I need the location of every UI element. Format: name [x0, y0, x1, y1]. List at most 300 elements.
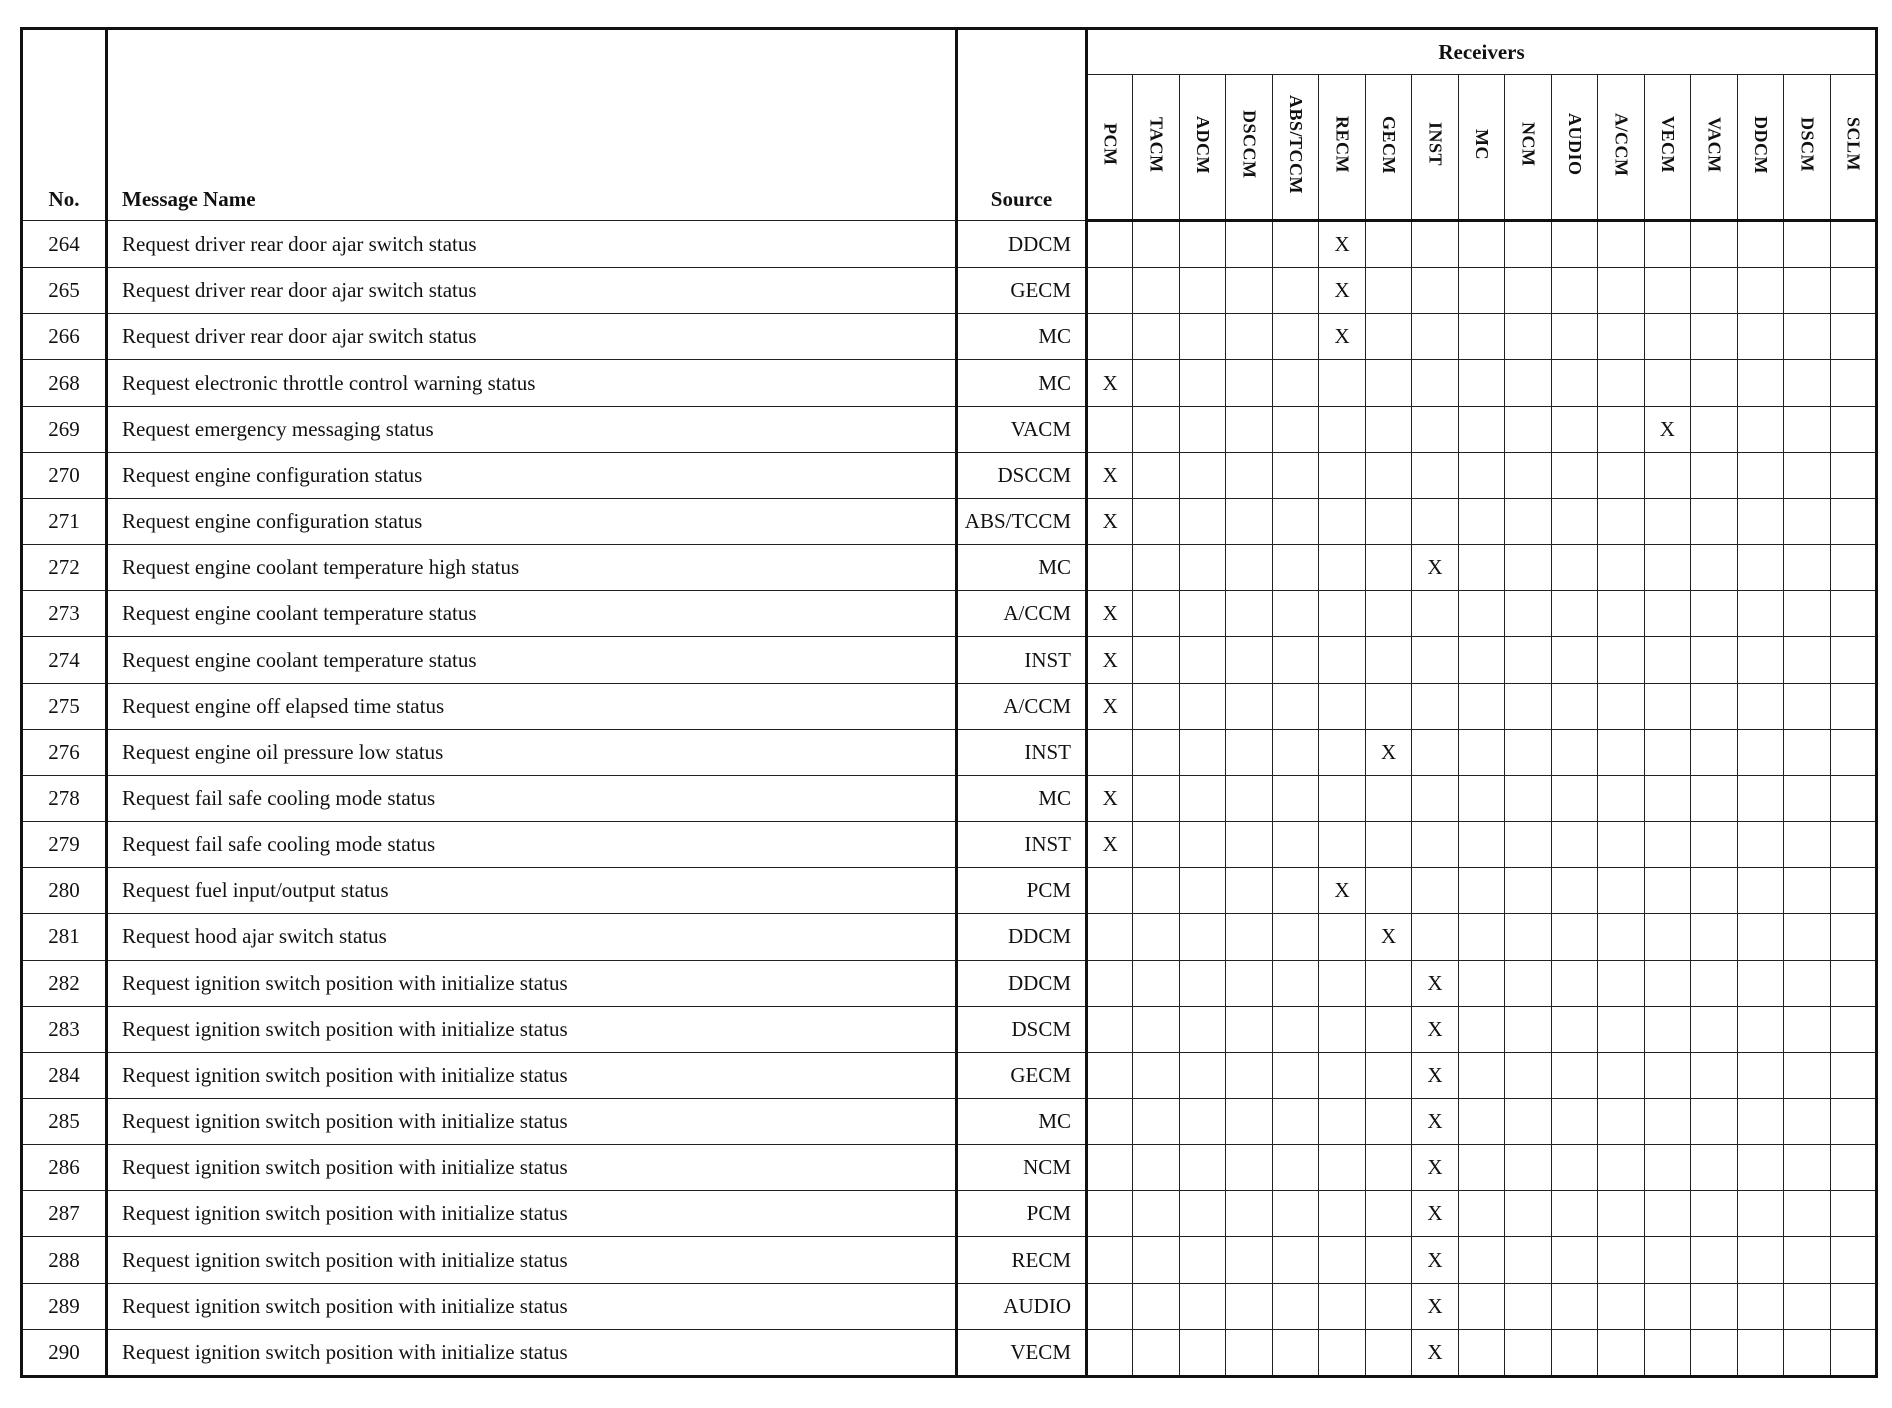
receiver-cell	[1830, 822, 1877, 868]
receiver-cell	[1691, 1098, 1737, 1144]
receiver-cell	[1505, 914, 1551, 960]
receiver-cell	[1412, 729, 1458, 775]
receiver-cell	[1458, 729, 1504, 775]
receiver-cell	[1365, 1283, 1411, 1329]
receiver-mark: X	[1087, 775, 1133, 821]
receiver-cell	[1087, 1098, 1133, 1144]
receiver-cell	[1179, 360, 1225, 406]
receiver-cell	[1365, 268, 1411, 314]
receiver-header	[1179, 75, 1225, 221]
receiver-cell	[1365, 221, 1411, 268]
row-number: 273	[22, 591, 107, 637]
receiver-header	[1087, 75, 1133, 221]
receiver-cell	[1784, 1237, 1830, 1283]
receiver-cell	[1087, 221, 1133, 268]
table-row	[22, 960, 1877, 1006]
receiver-cell	[1179, 1329, 1225, 1376]
receiver-cell	[1598, 452, 1644, 498]
receiver-cell	[1226, 822, 1272, 868]
receiver-cell	[1737, 822, 1783, 868]
receiver-cell	[1458, 221, 1504, 268]
receiver-cell	[1458, 406, 1504, 452]
receiver-cell	[1737, 360, 1783, 406]
receiver-cell	[1412, 221, 1458, 268]
receiver-cell	[1644, 591, 1690, 637]
receiver-cell	[1737, 775, 1783, 821]
row-number: 272	[22, 545, 107, 591]
table-row	[22, 1329, 1877, 1376]
receiver-mark: X	[1412, 1145, 1458, 1191]
col-header-message-name: Message Name	[107, 29, 957, 221]
receiver-cell	[1365, 637, 1411, 683]
receiver-cell	[1319, 452, 1365, 498]
receiver-cell	[1458, 1006, 1504, 1052]
receiver-cell	[1737, 960, 1783, 1006]
receiver-label: SCLM	[1843, 117, 1864, 172]
receiver-cell	[1365, 314, 1411, 360]
table-row	[22, 498, 1877, 544]
table-row	[22, 637, 1877, 683]
receiver-cell	[1412, 591, 1458, 637]
receiver-cell	[1133, 1237, 1179, 1283]
receiver-cell	[1458, 960, 1504, 1006]
receiver-cell	[1179, 1098, 1225, 1144]
receiver-cell	[1505, 775, 1551, 821]
receiver-cell	[1598, 683, 1644, 729]
receiver-cell	[1458, 452, 1504, 498]
receiver-cell	[1644, 637, 1690, 683]
receiver-cell	[1644, 1052, 1690, 1098]
receiver-cell	[1365, 1145, 1411, 1191]
receiver-cell	[1319, 683, 1365, 729]
receiver-cell	[1272, 868, 1318, 914]
receiver-cell	[1179, 1145, 1225, 1191]
receiver-cell	[1598, 1052, 1644, 1098]
receiver-cell	[1458, 1098, 1504, 1144]
receiver-cell	[1830, 360, 1877, 406]
receiver-cell	[1830, 1098, 1877, 1144]
receiver-cell	[1319, 1052, 1365, 1098]
receiver-cell	[1737, 406, 1783, 452]
receiver-cell	[1179, 729, 1225, 775]
row-number: 288	[22, 1237, 107, 1283]
receiver-cell	[1505, 822, 1551, 868]
receiver-cell	[1179, 1006, 1225, 1052]
receiver-label: DSCM	[1797, 117, 1818, 172]
receiver-cell	[1505, 360, 1551, 406]
receiver-cell	[1830, 729, 1877, 775]
receiver-cell	[1644, 683, 1690, 729]
receiver-cell	[1458, 314, 1504, 360]
receiver-cell	[1830, 775, 1877, 821]
receiver-mark: X	[1412, 1283, 1458, 1329]
receiver-cell	[1830, 1329, 1877, 1376]
row-number: 265	[22, 268, 107, 314]
receiver-cell	[1644, 1283, 1690, 1329]
receiver-cell	[1644, 914, 1690, 960]
receiver-cell	[1087, 914, 1133, 960]
receiver-cell	[1226, 360, 1272, 406]
table-row	[22, 360, 1877, 406]
receiver-cell	[1087, 1006, 1133, 1052]
receiver-cell	[1784, 1098, 1830, 1144]
table-row	[22, 1145, 1877, 1191]
receiver-cell	[1830, 452, 1877, 498]
receiver-cell	[1272, 1145, 1318, 1191]
receiver-cell	[1598, 637, 1644, 683]
receiver-cell	[1644, 868, 1690, 914]
receiver-cell	[1737, 1052, 1783, 1098]
row-number: 286	[22, 1145, 107, 1191]
receiver-cell	[1551, 1283, 1597, 1329]
receiver-cell	[1644, 1145, 1690, 1191]
message-name: Request fuel input/output status	[107, 868, 957, 914]
message-source: RECM	[957, 1237, 1087, 1283]
receiver-cell	[1737, 314, 1783, 360]
receiver-cell	[1365, 591, 1411, 637]
receiver-cell	[1551, 1145, 1597, 1191]
receiver-label: INST	[1425, 122, 1446, 167]
receiver-header	[1784, 75, 1830, 221]
receiver-cell	[1319, 406, 1365, 452]
receiver-cell	[1133, 1098, 1179, 1144]
receiver-cell	[1784, 1191, 1830, 1237]
receiver-header	[1226, 75, 1272, 221]
receiver-cell	[1087, 314, 1133, 360]
receiver-cell	[1272, 360, 1318, 406]
receiver-cell	[1737, 452, 1783, 498]
message-source: ABS/TCCM	[957, 498, 1087, 544]
table-row	[22, 1237, 1877, 1283]
receiver-cell	[1133, 960, 1179, 1006]
receiver-cell	[1784, 221, 1830, 268]
receiver-cell	[1412, 868, 1458, 914]
receiver-cell	[1458, 545, 1504, 591]
receiver-cell	[1319, 729, 1365, 775]
receiver-label: ADCM	[1193, 115, 1214, 174]
receiver-cell	[1784, 545, 1830, 591]
receiver-cell	[1505, 1329, 1551, 1376]
receiver-cell	[1784, 729, 1830, 775]
receiver-cell	[1830, 1145, 1877, 1191]
table-row	[22, 1098, 1877, 1144]
receiver-cell	[1551, 1052, 1597, 1098]
receiver-cell	[1551, 1098, 1597, 1144]
receiver-cell	[1319, 637, 1365, 683]
message-name: Request emergency messaging status	[107, 406, 957, 452]
row-number: 282	[22, 960, 107, 1006]
receiver-cell	[1087, 1329, 1133, 1376]
col-header-no: No.	[22, 29, 107, 221]
receiver-cell	[1365, 406, 1411, 452]
receiver-cell	[1087, 1145, 1133, 1191]
receiver-cell	[1598, 914, 1644, 960]
receiver-cell	[1272, 545, 1318, 591]
table-row	[22, 1052, 1877, 1098]
receiver-mark: X	[1412, 1052, 1458, 1098]
table-row	[22, 545, 1877, 591]
receiver-cell	[1598, 960, 1644, 1006]
receiver-cell	[1784, 314, 1830, 360]
receiver-cell	[1272, 498, 1318, 544]
receiver-cell	[1412, 314, 1458, 360]
receiver-cell	[1179, 268, 1225, 314]
receiver-cell	[1830, 1006, 1877, 1052]
row-number: 264	[22, 221, 107, 268]
receiver-cell	[1319, 1283, 1365, 1329]
receiver-cell	[1365, 960, 1411, 1006]
table-row	[22, 729, 1877, 775]
receiver-label: VACM	[1704, 116, 1725, 173]
table-body	[22, 221, 1877, 1377]
receiver-cell	[1551, 960, 1597, 1006]
row-number: 266	[22, 314, 107, 360]
receiver-cell	[1737, 498, 1783, 544]
receiver-cell	[1087, 868, 1133, 914]
receiver-cell	[1551, 1329, 1597, 1376]
message-name: Request engine oil pressure low status	[107, 729, 957, 775]
receiver-cell	[1226, 775, 1272, 821]
receiver-cell	[1505, 960, 1551, 1006]
table-row	[22, 406, 1877, 452]
receiver-cell	[1458, 637, 1504, 683]
receiver-mark: X	[1365, 914, 1411, 960]
receiver-cell	[1598, 822, 1644, 868]
message-name: Request ignition switch position with initialize status	[107, 1283, 957, 1329]
table-row	[22, 452, 1877, 498]
receiver-cell	[1272, 637, 1318, 683]
row-number: 289	[22, 1283, 107, 1329]
message-source: DDCM	[957, 914, 1087, 960]
receiver-cell	[1272, 1329, 1318, 1376]
receiver-cell	[1272, 1191, 1318, 1237]
message-source: MC	[957, 314, 1087, 360]
receiver-cell	[1226, 729, 1272, 775]
receiver-mark: X	[1412, 545, 1458, 591]
receiver-cell	[1319, 591, 1365, 637]
receiver-cell	[1691, 960, 1737, 1006]
receiver-cell	[1691, 591, 1737, 637]
receiver-cell	[1087, 268, 1133, 314]
message-name: Request electronic throttle control warning status	[107, 360, 957, 406]
receiver-cell	[1319, 822, 1365, 868]
receiver-cell	[1087, 1237, 1133, 1283]
receiver-cell	[1133, 268, 1179, 314]
receiver-cell	[1551, 406, 1597, 452]
receiver-cell	[1179, 960, 1225, 1006]
receiver-cell	[1226, 406, 1272, 452]
message-name: Request driver rear door ajar switch status	[107, 314, 957, 360]
receiver-cell	[1179, 1052, 1225, 1098]
col-header-receivers: Receivers	[1087, 29, 1877, 75]
receiver-cell	[1644, 268, 1690, 314]
receiver-cell	[1784, 268, 1830, 314]
receiver-header	[1551, 75, 1597, 221]
receiver-header	[1319, 75, 1365, 221]
receiver-cell	[1133, 360, 1179, 406]
receiver-cell	[1598, 1283, 1644, 1329]
receiver-cell	[1784, 1006, 1830, 1052]
receiver-cell	[1830, 1237, 1877, 1283]
row-number: 285	[22, 1098, 107, 1144]
receiver-cell	[1691, 360, 1737, 406]
receiver-label: DSCCM	[1239, 110, 1260, 179]
receiver-cell	[1505, 1283, 1551, 1329]
receiver-cell	[1505, 498, 1551, 544]
receiver-cell	[1691, 1283, 1737, 1329]
receiver-cell	[1737, 1145, 1783, 1191]
receiver-cell	[1365, 452, 1411, 498]
receiver-cell	[1691, 868, 1737, 914]
receiver-cell	[1133, 1283, 1179, 1329]
col-header-source: Source	[957, 29, 1087, 221]
table-row	[22, 591, 1877, 637]
receiver-cell	[1272, 591, 1318, 637]
receiver-cell	[1644, 545, 1690, 591]
receiver-cell	[1087, 1283, 1133, 1329]
receiver-cell	[1505, 268, 1551, 314]
receiver-cell	[1226, 1006, 1272, 1052]
receiver-cell	[1087, 406, 1133, 452]
message-name: Request fail safe cooling mode status	[107, 775, 957, 821]
receiver-cell	[1133, 775, 1179, 821]
receiver-cell	[1830, 1283, 1877, 1329]
receiver-cell	[1365, 1098, 1411, 1144]
receiver-cell	[1179, 314, 1225, 360]
receiver-cell	[1551, 591, 1597, 637]
receiver-cell	[1737, 1191, 1783, 1237]
receiver-mark: X	[1087, 498, 1133, 544]
receiver-cell	[1551, 637, 1597, 683]
row-number: 280	[22, 868, 107, 914]
receiver-cell	[1458, 498, 1504, 544]
row-number: 269	[22, 406, 107, 452]
receiver-mark: X	[1412, 1237, 1458, 1283]
receiver-header	[1737, 75, 1783, 221]
receiver-cell	[1691, 822, 1737, 868]
receiver-cell	[1272, 1006, 1318, 1052]
receiver-header	[1365, 75, 1411, 221]
message-source: GECM	[957, 1052, 1087, 1098]
receiver-cell	[1458, 1329, 1504, 1376]
receiver-cell	[1737, 637, 1783, 683]
table-row	[22, 822, 1877, 868]
receiver-cell	[1133, 822, 1179, 868]
receiver-cell	[1226, 683, 1272, 729]
receiver-mark: X	[1087, 683, 1133, 729]
receiver-mark: X	[1319, 268, 1365, 314]
receiver-cell	[1598, 545, 1644, 591]
receiver-cell	[1784, 1329, 1830, 1376]
message-source: DDCM	[957, 960, 1087, 1006]
receiver-cell	[1272, 314, 1318, 360]
receiver-cell	[1226, 1145, 1272, 1191]
message-receiver-table	[20, 27, 1878, 1378]
receiver-cell	[1412, 452, 1458, 498]
receiver-cell	[1784, 360, 1830, 406]
receiver-cell	[1505, 729, 1551, 775]
receiver-cell	[1644, 729, 1690, 775]
receiver-cell	[1737, 683, 1783, 729]
table-row	[22, 683, 1877, 729]
receiver-cell	[1272, 1283, 1318, 1329]
receiver-cell	[1830, 545, 1877, 591]
receiver-cell	[1226, 545, 1272, 591]
receiver-cell	[1133, 221, 1179, 268]
receiver-cell	[1087, 1191, 1133, 1237]
receiver-cell	[1458, 683, 1504, 729]
receiver-cell	[1598, 1191, 1644, 1237]
receiver-cell	[1691, 1052, 1737, 1098]
receiver-mark: X	[1365, 729, 1411, 775]
table-row	[22, 268, 1877, 314]
receiver-mark: X	[1319, 868, 1365, 914]
receiver-cell	[1272, 221, 1318, 268]
receiver-cell	[1784, 914, 1830, 960]
receiver-cell	[1505, 1145, 1551, 1191]
receiver-cell	[1598, 868, 1644, 914]
table-row	[22, 314, 1877, 360]
receiver-cell	[1737, 868, 1783, 914]
receiver-cell	[1598, 498, 1644, 544]
table-row	[22, 868, 1877, 914]
message-source: MC	[957, 775, 1087, 821]
receiver-cell	[1551, 729, 1597, 775]
receiver-cell	[1551, 360, 1597, 406]
receiver-cell	[1830, 406, 1877, 452]
message-name: Request ignition switch position with initialize status	[107, 960, 957, 1006]
receiver-cell	[1133, 406, 1179, 452]
table-row	[22, 914, 1877, 960]
receiver-cell	[1412, 360, 1458, 406]
receiver-label: RECM	[1332, 116, 1353, 173]
receiver-cell	[1179, 1237, 1225, 1283]
receiver-cell	[1691, 1237, 1737, 1283]
receiver-cell	[1644, 1191, 1690, 1237]
receiver-cell	[1737, 545, 1783, 591]
receiver-cell	[1412, 406, 1458, 452]
receiver-cell	[1226, 591, 1272, 637]
header-row-top	[22, 29, 1877, 75]
receiver-cell	[1272, 1237, 1318, 1283]
receiver-cell	[1412, 822, 1458, 868]
message-name: Request engine configuration status	[107, 498, 957, 544]
receiver-cell	[1505, 406, 1551, 452]
receiver-cell	[1644, 1329, 1690, 1376]
receiver-cell	[1226, 637, 1272, 683]
receiver-cell	[1319, 498, 1365, 544]
receiver-cell	[1272, 729, 1318, 775]
receiver-cell	[1226, 1329, 1272, 1376]
receiver-mark: X	[1412, 1329, 1458, 1376]
receiver-cell	[1226, 1237, 1272, 1283]
receiver-cell	[1179, 683, 1225, 729]
row-number: 279	[22, 822, 107, 868]
receiver-cell	[1830, 221, 1877, 268]
receiver-mark: X	[1412, 960, 1458, 1006]
message-source: PCM	[957, 1191, 1087, 1237]
receiver-cell	[1830, 498, 1877, 544]
receiver-cell	[1784, 591, 1830, 637]
receiver-cell	[1598, 591, 1644, 637]
row-number: 276	[22, 729, 107, 775]
receiver-cell	[1133, 637, 1179, 683]
message-name: Request ignition switch position with initialize status	[107, 1145, 957, 1191]
receiver-cell	[1644, 1098, 1690, 1144]
receiver-cell	[1272, 406, 1318, 452]
message-name: Request ignition switch position with initialize status	[107, 1329, 957, 1376]
receiver-cell	[1598, 406, 1644, 452]
